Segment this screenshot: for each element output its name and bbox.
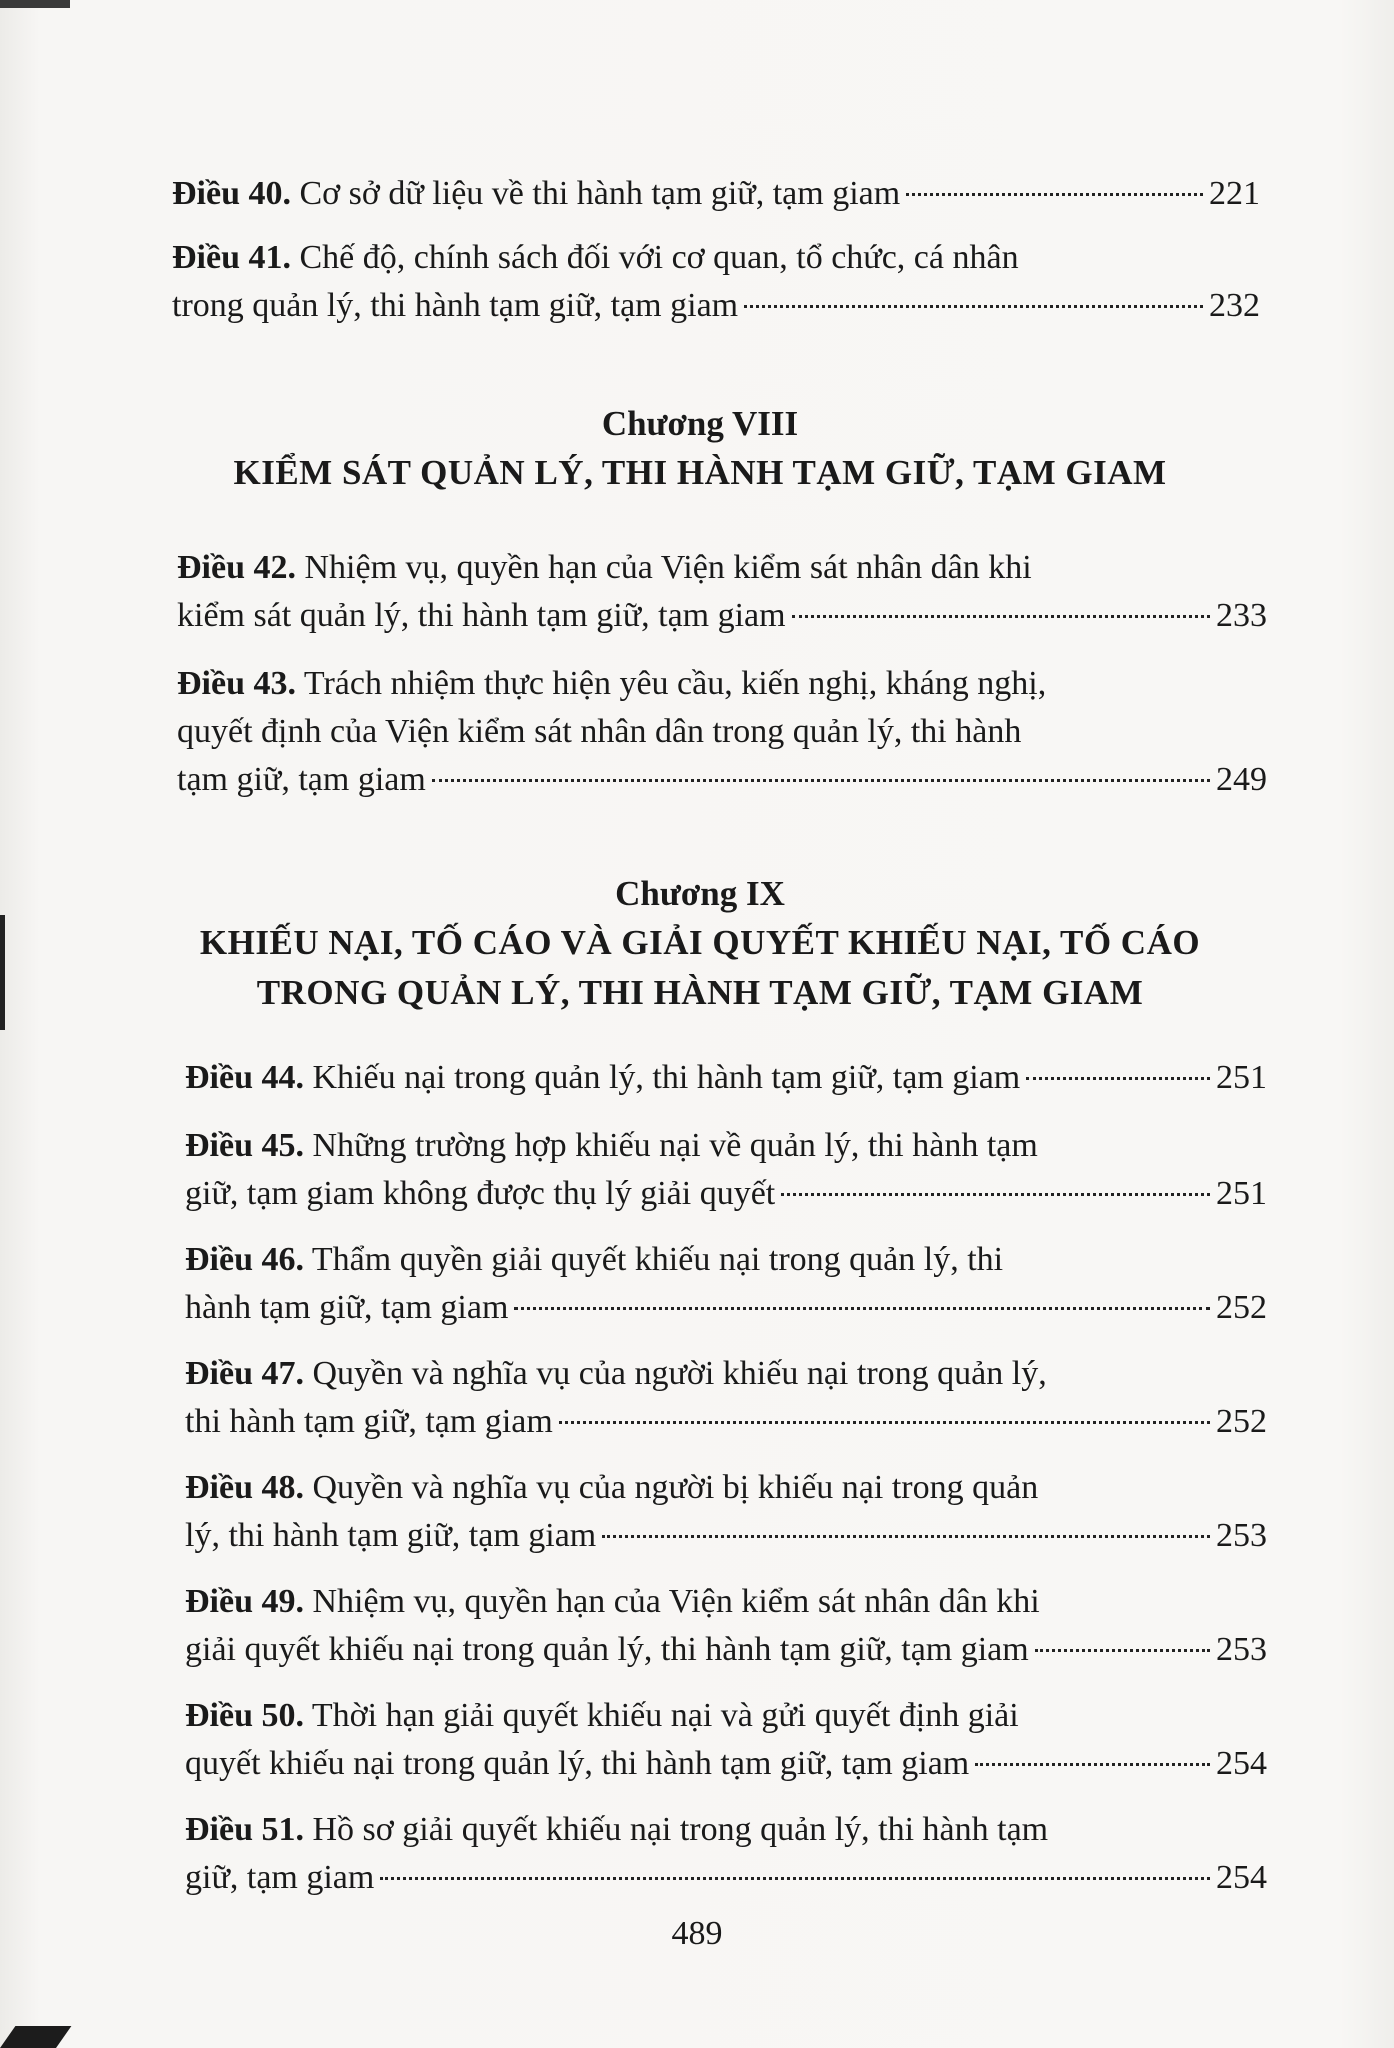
entry-line: Trách nhiệm thực hiện yêu cầu, kiến nghị, kháng nghị,	[303, 665, 1047, 702]
chapter-heading	[150, 870, 1250, 1018]
page-ref: 254	[1216, 1859, 1267, 1896]
entry-line: Thời hạn giải quyết khiếu nại và gửi quyết định giải	[311, 1697, 1019, 1734]
scan-edge-mark	[0, 915, 5, 1030]
article-label: Điều 47.	[185, 1355, 304, 1392]
leader-dots	[380, 1877, 1210, 1880]
chapter-title: KIỂM SÁT QUẢN LÝ, THI HÀNH TẠM GIỮ, TẠM GIAM	[233, 453, 1167, 492]
toc-entry	[177, 544, 1267, 640]
page-ref: 252	[1216, 1289, 1267, 1326]
article-label: Điều 41.	[172, 239, 291, 276]
scan-edge-mark	[0, 0, 70, 8]
page-ref: 232	[1209, 287, 1260, 324]
page-ref: 253	[1216, 1631, 1267, 1668]
leader-dots	[792, 615, 1210, 618]
toc-entry	[185, 1692, 1267, 1788]
toc-entry	[172, 234, 1260, 330]
toc-entry	[185, 1054, 1267, 1102]
chapter-heading	[150, 400, 1250, 498]
chapter-label: Chương VIII	[601, 404, 799, 443]
article-label: Điều 46.	[185, 1241, 304, 1278]
page-ref: 251	[1216, 1175, 1267, 1212]
page-ref: 252	[1216, 1403, 1267, 1440]
leader-dots	[781, 1193, 1210, 1196]
article-label: Điều 48.	[185, 1469, 304, 1506]
article-label: Điều 40.	[172, 175, 291, 212]
article-label: Điều 42.	[177, 549, 296, 586]
leader-dots	[1035, 1649, 1210, 1652]
leader-dots	[906, 193, 1203, 196]
leader-dots	[514, 1307, 1210, 1310]
entry-line: Thẩm quyền giải quyết khiếu nại trong quản lý, thi	[311, 1241, 1004, 1278]
toc-entry	[185, 1236, 1267, 1332]
entry-line: quyết định của Viện kiểm sát nhân dân trong quản lý, thi hành	[177, 713, 1022, 750]
leader-dots	[744, 305, 1203, 308]
scan-edge-mark	[0, 2026, 71, 2048]
entry-line: giải quyết khiếu nại trong quản lý, thi hành tạm giữ, tạm giam	[185, 1631, 1029, 1668]
leader-dots	[559, 1421, 1210, 1424]
entry-line: kiểm sát quản lý, thi hành tạm giữ, tạm giam	[177, 597, 786, 634]
leader-dots	[975, 1763, 1210, 1766]
toc-entry	[185, 1122, 1267, 1218]
leader-dots	[432, 779, 1210, 782]
article-label: Điều 49.	[185, 1583, 304, 1620]
entry-line: hành tạm giữ, tạm giam	[185, 1289, 509, 1326]
entry-line: lý, thi hành tạm giữ, tạm giam	[185, 1517, 597, 1554]
entry-line: giữ, tạm giam không được thụ lý giải quyết	[185, 1175, 776, 1212]
toc-entry	[185, 1578, 1267, 1674]
article-label: Điều 51.	[185, 1811, 304, 1848]
entry-line: Quyền và nghĩa vụ của người bị khiếu nại trong quản	[312, 1469, 1039, 1506]
page-ref: 251	[1216, 1059, 1267, 1096]
entry-line: thi hành tạm giữ, tạm giam	[185, 1403, 553, 1440]
entry-line: tạm giữ, tạm giam	[177, 761, 426, 798]
entry-line: Những trường hợp khiếu nại về quản lý, thi hành tạm	[312, 1127, 1038, 1164]
entry-line: Nhiệm vụ, quyền hạn của Viện kiểm sát nhân dân khi	[304, 549, 1032, 586]
article-label: Điều 45.	[185, 1127, 304, 1164]
chapter-title: TRONG QUẢN LÝ, THI HÀNH TẠM GIỮ, TẠM GIAM	[256, 973, 1144, 1012]
page-number: 489	[671, 1915, 723, 1952]
toc-entry	[185, 1350, 1267, 1446]
article-label: Điều 44.	[185, 1059, 304, 1096]
page-ref: 253	[1216, 1517, 1267, 1554]
leader-dots	[602, 1535, 1210, 1538]
entry-line: Quyền và nghĩa vụ của người khiếu nại trong quản lý,	[312, 1355, 1047, 1392]
toc-entry	[185, 1464, 1267, 1560]
entry-title: Cơ sở dữ liệu về thi hành tạm giữ, tạm giam	[299, 175, 901, 212]
page-ref: 254	[1216, 1745, 1267, 1782]
entry-line: giữ, tạm giam	[185, 1859, 375, 1896]
toc-entry	[185, 1806, 1267, 1902]
article-label: Điều 50.	[185, 1697, 304, 1734]
chapter-title: KHIẾU NẠI, TỐ CÁO VÀ GIẢI QUYẾT KHIẾU NẠI, TỐ CÁO	[199, 923, 1201, 962]
entry-line: Chế độ, chính sách đối với cơ quan, tổ chức, cá nhân	[299, 239, 1019, 276]
page-ref: 221	[1209, 175, 1260, 212]
entry-line: trong quản lý, thi hành tạm giữ, tạm giam	[172, 287, 739, 324]
entry-line: quyết khiếu nại trong quản lý, thi hành tạm giữ, tạm giam	[185, 1745, 970, 1782]
chapter-label: Chương IX	[615, 874, 785, 913]
entry-title: Khiếu nại trong quản lý, thi hành tạm giữ, tạm giam	[312, 1059, 1021, 1096]
page-ref: 233	[1216, 597, 1267, 634]
toc-entry	[172, 170, 1260, 218]
toc-entry	[177, 660, 1267, 804]
page-ref: 249	[1216, 761, 1267, 798]
article-label: Điều 43.	[177, 665, 296, 702]
entry-line: Hồ sơ giải quyết khiếu nại trong quản lý, thi hành tạm	[312, 1811, 1049, 1848]
entry-line: Nhiệm vụ, quyền hạn của Viện kiểm sát nhân dân khi	[312, 1583, 1040, 1620]
leader-dots	[1026, 1077, 1210, 1080]
